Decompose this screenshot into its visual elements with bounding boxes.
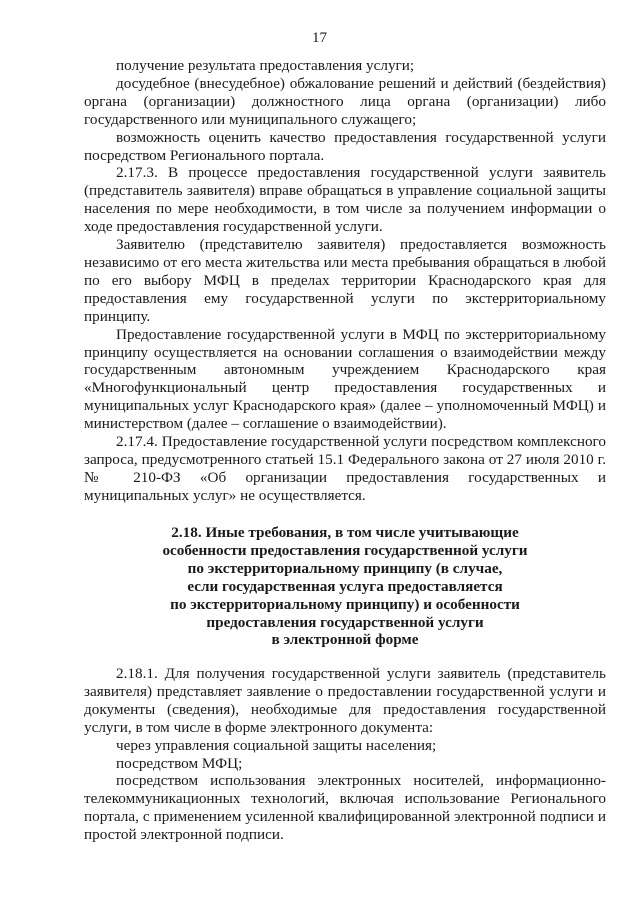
heading-line: по экстерриториальному принципу (в случае, <box>187 559 503 577</box>
body-text-bottom <box>84 665 606 844</box>
heading-line: по экстерриториальному принципу) и особенности <box>170 595 520 613</box>
paragraph: Заявителю (представителю заявителя) предоставляется возможность независимо от его места жительства или места пребывания обращаться в любой по его выбору МФЦ в пределах территории Краснодарского края для предоставления ему государственной услуги по экстерриториальному принципу. <box>84 236 606 325</box>
paragraph: посредством МФЦ; <box>116 754 243 772</box>
section-heading <box>84 524 606 649</box>
paragraph: 2.18.1. Для получения государственной услуги заявитель (представитель заявителя) представляет заявление о предоставлении государственной услуги и документы (сведения), необходимые для предоставления государственной услуги, в том числе в форме электронного документа: <box>84 665 606 736</box>
paragraph: 2.17.3. В процессе предоставления государственной услуги заявитель (представитель заявителя) вправе обращаться в управление социальной защиты населения по мере необходимости, в том числе за получением информации о ходе предоставления государственной услуги. <box>84 164 606 236</box>
page-number: 17 <box>312 30 327 46</box>
paragraph: через управления социальной защиты населения; <box>116 736 437 754</box>
heading-line: если государственная услуга предоставляется <box>187 577 503 595</box>
heading-line: особенности предоставления государственной услуги <box>162 541 528 559</box>
heading-line: в электронной форме <box>271 631 419 649</box>
heading-line: предоставления государственной услуги <box>206 613 484 631</box>
heading-line: 2.18. Иные требования, в том числе учитывающие <box>171 524 519 541</box>
paragraph: получение результата предоставления услуги; <box>116 57 415 74</box>
paragraph: Предоставление государственной услуги в МФЦ по экстерриториальному принципу осуществляется на основании соглашения о взаимодействии между государственным автономным учреждением Краснодарского края «Многофункциональный центр предоставления государственных и муниципальных услуг Краснодарского края» (далее – уполномоченный МФЦ) и министерством (далее – соглашение о взаимодействии). <box>84 325 606 433</box>
paragraph: возможность оценить качество предоставления государственной услуги посредством Регионального портала. <box>84 128 606 164</box>
paragraph: досудебное (внесудебное) обжалование решений и действий (бездействия) органа (организации) должностного лица органа (организации) либо государственного или муниципального служащего; <box>84 74 606 128</box>
body-text-top <box>84 57 606 505</box>
paragraph: 2.17.4. Предоставление государственной услуги посредством комплексного запроса, предусмотренного статьей 15.1 Федерального закона от 27 июля 2010 г. № 210-ФЗ «Об организации предоставления государственных и муниципальных услуг» не осуществляется. <box>84 433 606 504</box>
paragraph: посредством использования электронных носителей, информационно-телекоммуникационных технологий, включая использование Регионального портала, с применением усиленной квалифицированной электронной подписи и простой электронной подписи. <box>84 772 606 844</box>
